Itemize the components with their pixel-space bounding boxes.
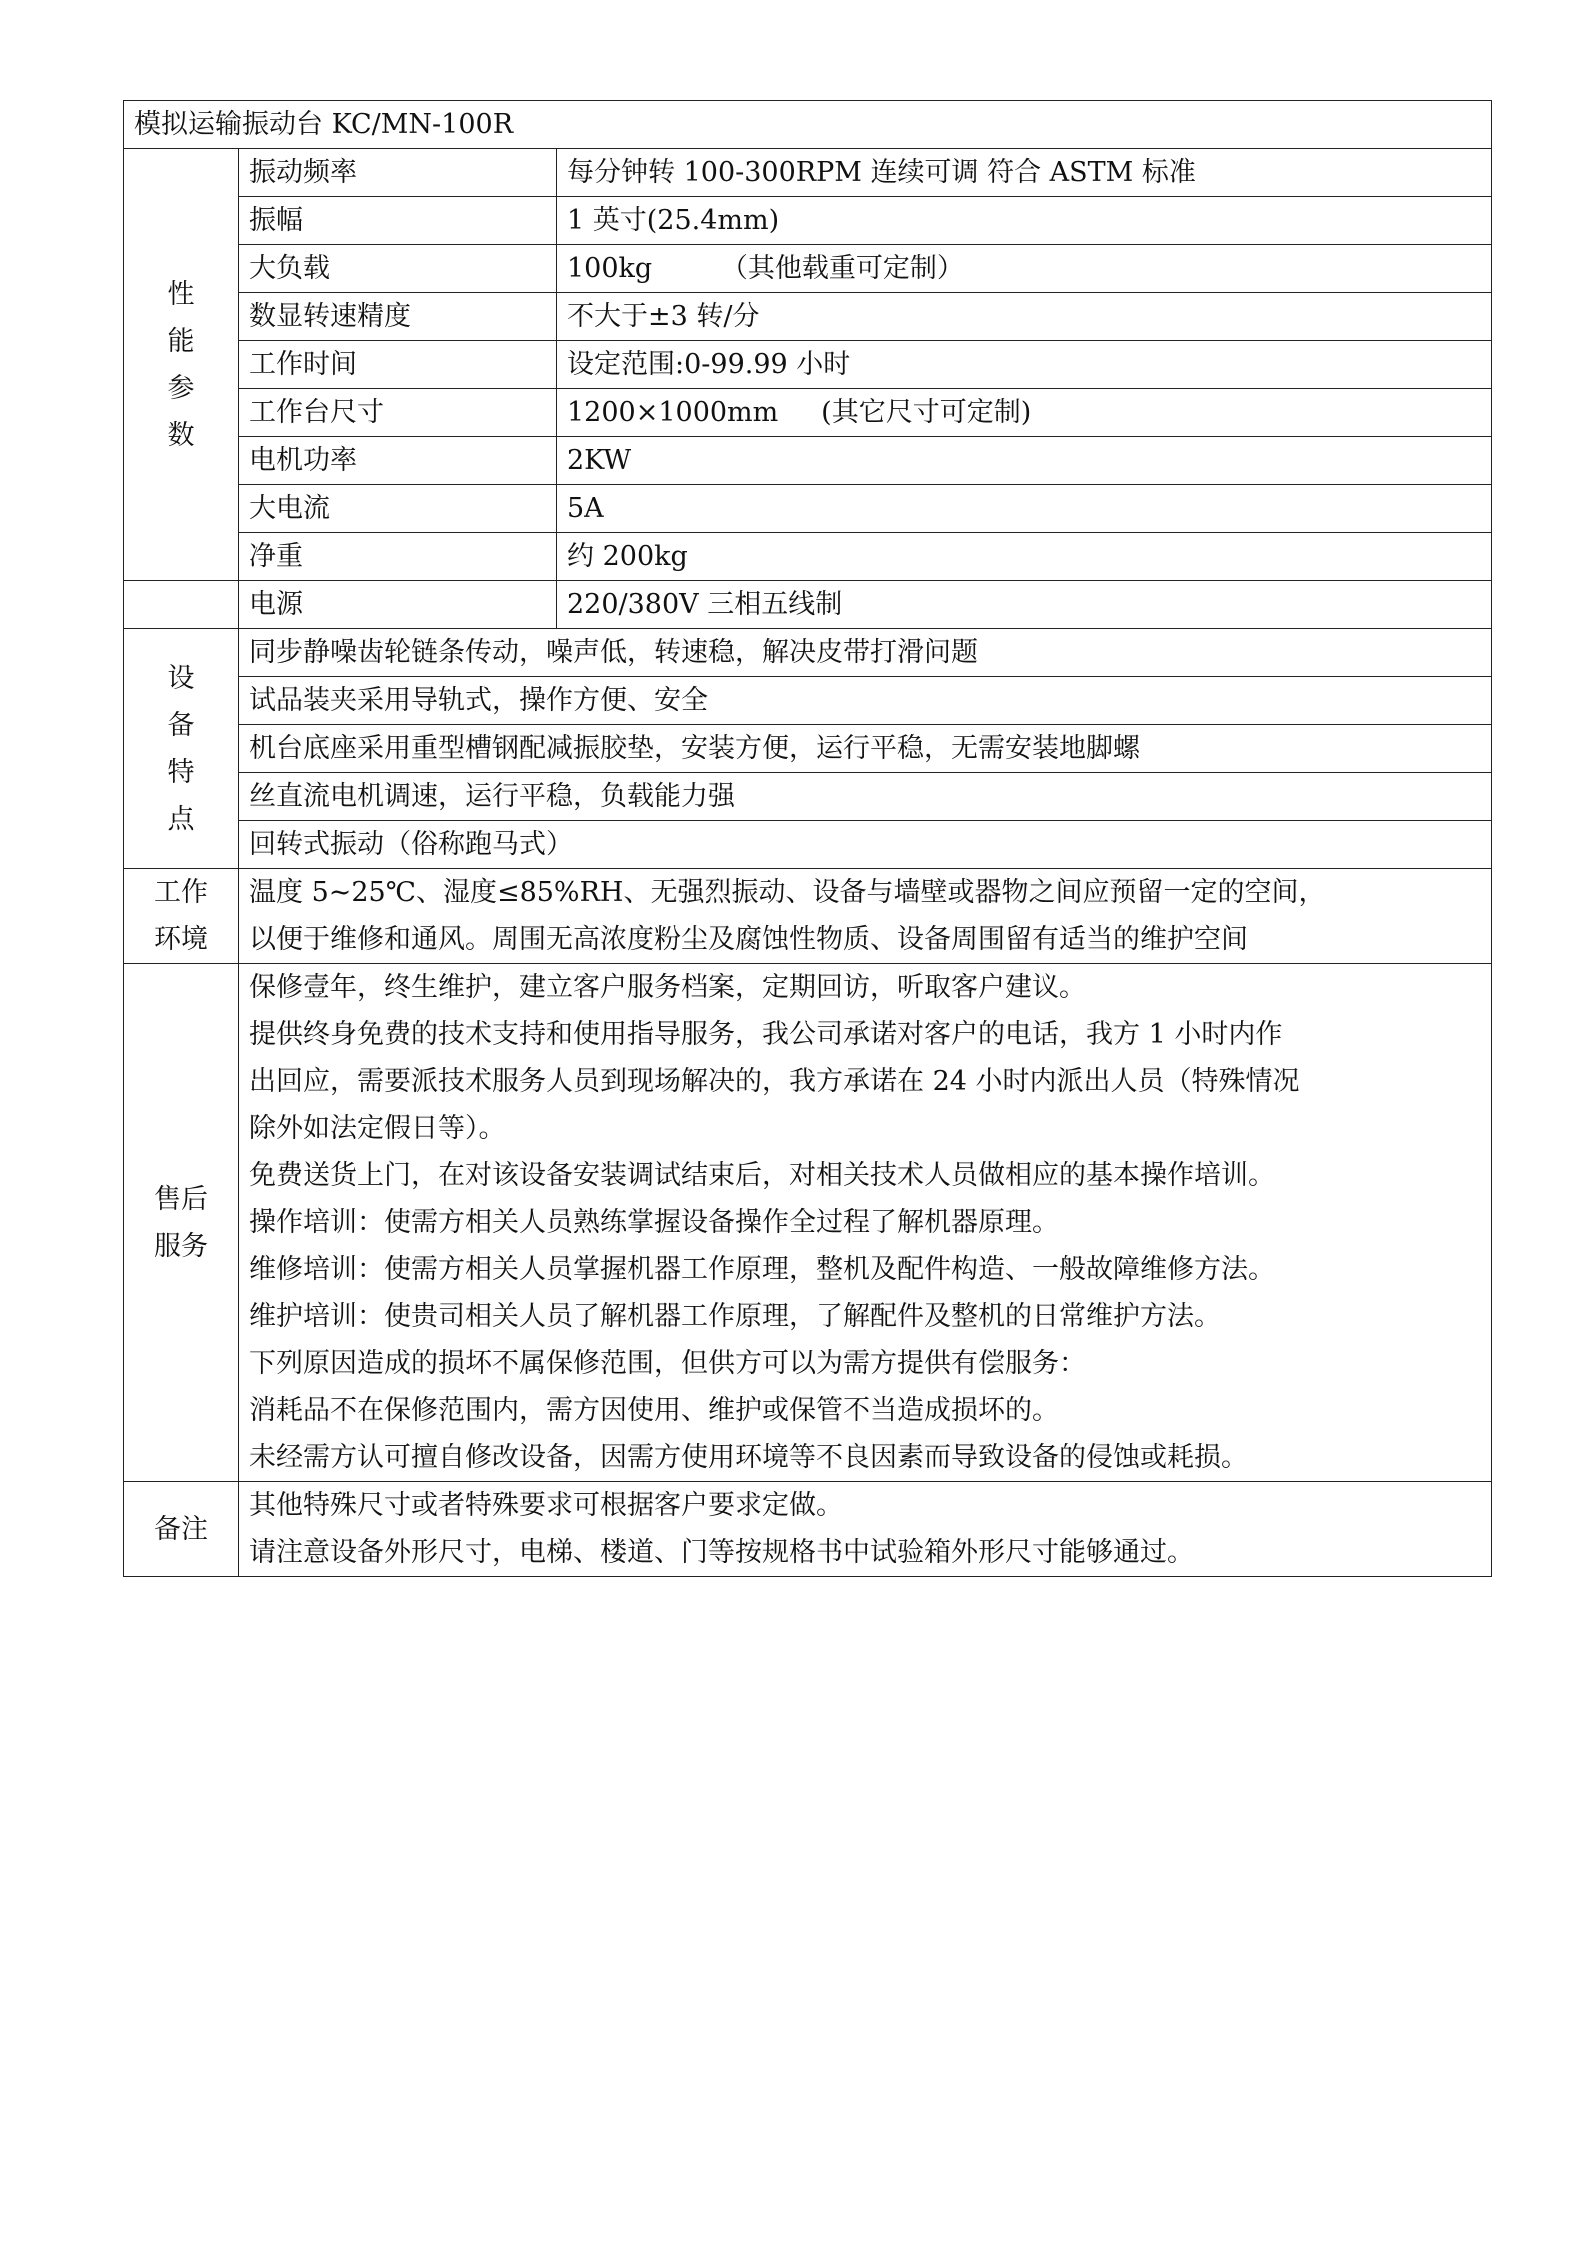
feature-row	[124, 773, 1492, 821]
text-line: 其他特殊尺寸或者特殊要求可根据客户要求定做。	[249, 1490, 843, 1521]
document-title: 模拟运输振动台 KC/MN-100R	[124, 101, 1492, 149]
text-line: 操作培训：使需方相关人员熟练掌握设备操作全过程了解机器原理。	[249, 1207, 1059, 1238]
text-line: 消耗品不在保修范围内，需方因使用、维护或保管不当造成损坏的。	[249, 1395, 1059, 1426]
spec-row	[124, 341, 1492, 389]
spec-row	[124, 533, 1492, 581]
environment-category	[124, 869, 239, 964]
spec-row	[124, 437, 1492, 485]
feature-row	[124, 677, 1492, 725]
empty-cell	[124, 581, 239, 629]
category-char: 备	[167, 709, 195, 741]
feature-row	[124, 629, 1492, 677]
text-line: 维护培训：使贵司相关人员了解机器工作原理，了解配件及整机的日常维护方法。	[249, 1301, 1221, 1332]
spec-table	[123, 100, 1492, 1577]
spec-value: 220/380V 三相五线制	[557, 581, 1492, 629]
spec-row	[124, 197, 1492, 245]
spec-value: 2KW	[557, 437, 1492, 485]
spec-label: 电源	[239, 581, 557, 629]
category-char: 设	[167, 662, 195, 694]
feature-row	[124, 725, 1492, 773]
spec-label: 振幅	[239, 197, 557, 245]
spec-value: 设定范围:0-99.99 小时	[557, 341, 1492, 389]
text-line: 请注意设备外形尺寸，电梯、楼道、门等按规格书中试验箱外形尺寸能够通过。	[249, 1537, 1194, 1568]
environment-text	[239, 869, 1492, 964]
text-line: 保修壹年，终生维护，建立客户服务档案，定期回访，听取客户建议。	[249, 972, 1086, 1003]
spec-value: 5A	[557, 485, 1492, 533]
spec-label: 大电流	[239, 485, 557, 533]
spec-label: 振动频率	[239, 149, 557, 197]
spec-value: 1 英寸(25.4mm)	[557, 197, 1492, 245]
power-row	[124, 581, 1492, 629]
service-text	[239, 964, 1492, 1482]
category-text: 环境	[154, 924, 208, 955]
remarks-category	[124, 1482, 239, 1577]
category-text: 备注	[154, 1513, 208, 1545]
spec-row	[124, 389, 1492, 437]
category-char: 特	[167, 756, 195, 788]
feature-item: 同步静噪齿轮链条传动，噪声低，转速稳，解决皮带打滑问题	[239, 629, 1492, 677]
spec-label: 净重	[239, 533, 557, 581]
text-line: 出回应，需要派技术服务人员到现场解决的，我方承诺在 24 小时内派出人员（特殊情况	[249, 1066, 1300, 1097]
text-line: 除外如法定假日等）。	[249, 1113, 506, 1144]
text-line: 未经需方认可擅自修改设备，因需方使用环境等不良因素而导致设备的侵蚀或耗损。	[249, 1442, 1248, 1473]
spec-label: 大负载	[239, 245, 557, 293]
category-char: 点	[167, 803, 195, 835]
text-line: 以便于维修和通风。周围无高浓度粉尘及腐蚀性物质、设备周围留有适当的维护空间	[249, 924, 1248, 955]
category-text: 售后	[154, 1183, 208, 1215]
category-text: 工作	[154, 877, 208, 908]
spec-value: 1200×1000mm (其它尺寸可定制)	[557, 389, 1492, 437]
spec-label: 工作时间	[239, 341, 557, 389]
spec-value: 每分钟转 100-300RPM 连续可调 符合 ASTM 标准	[557, 149, 1492, 197]
category-char: 参	[167, 372, 195, 404]
category-char: 数	[167, 419, 195, 451]
feature-item: 机台底座采用重型槽钢配减振胶垫，安装方便，运行平稳，无需安装地脚螺	[239, 725, 1492, 773]
spec-row	[124, 485, 1492, 533]
feature-item: 试品装夹采用导轨式，操作方便、安全	[239, 677, 1492, 725]
feature-row	[124, 821, 1492, 869]
text-line: 下列原因造成的损坏不属保修范围，但供方可以为需方提供有偿服务：	[249, 1348, 1086, 1379]
service-row	[124, 964, 1492, 1482]
spec-value: 100kg （其他载重可定制）	[557, 245, 1492, 293]
spec-value: 不大于±3 转/分	[557, 293, 1492, 341]
spec-label: 数显转速精度	[239, 293, 557, 341]
category-char: 能	[167, 325, 195, 357]
spec-label: 电机功率	[239, 437, 557, 485]
text-line: 温度 5~25℃、湿度≤85%RH、无强烈振动、设备与墙壁或器物之间应预留一定的空间，	[249, 877, 1326, 908]
feature-item: 丝直流电机调速，运行平稳，负载能力强	[239, 773, 1492, 821]
text-line: 免费送货上门，在对该设备安装调试结束后，对相关技术人员做相应的基本操作培训。	[249, 1160, 1275, 1191]
environment-row	[124, 869, 1492, 964]
category-char: 性	[167, 278, 195, 310]
category-text: 服务	[154, 1230, 208, 1262]
spec-label: 工作台尺寸	[239, 389, 557, 437]
spec-row	[124, 293, 1492, 341]
text-line: 提供终身免费的技术支持和使用指导服务，我公司承诺对客户的电话，我方 1 小时内作	[249, 1019, 1283, 1050]
feature-item: 回转式振动（俗称跑马式）	[239, 821, 1492, 869]
spec-row	[124, 149, 1492, 197]
remarks-text	[239, 1482, 1492, 1577]
spec-value: 约 200kg	[557, 533, 1492, 581]
features-category	[124, 629, 239, 869]
spec-row	[124, 245, 1492, 293]
service-category	[124, 964, 239, 1482]
title-row	[124, 101, 1492, 149]
remarks-row	[124, 1482, 1492, 1577]
text-line: 维修培训：使需方相关人员掌握机器工作原理，整机及配件构造、一般故障维修方法。	[249, 1254, 1275, 1285]
performance-category	[124, 149, 239, 581]
